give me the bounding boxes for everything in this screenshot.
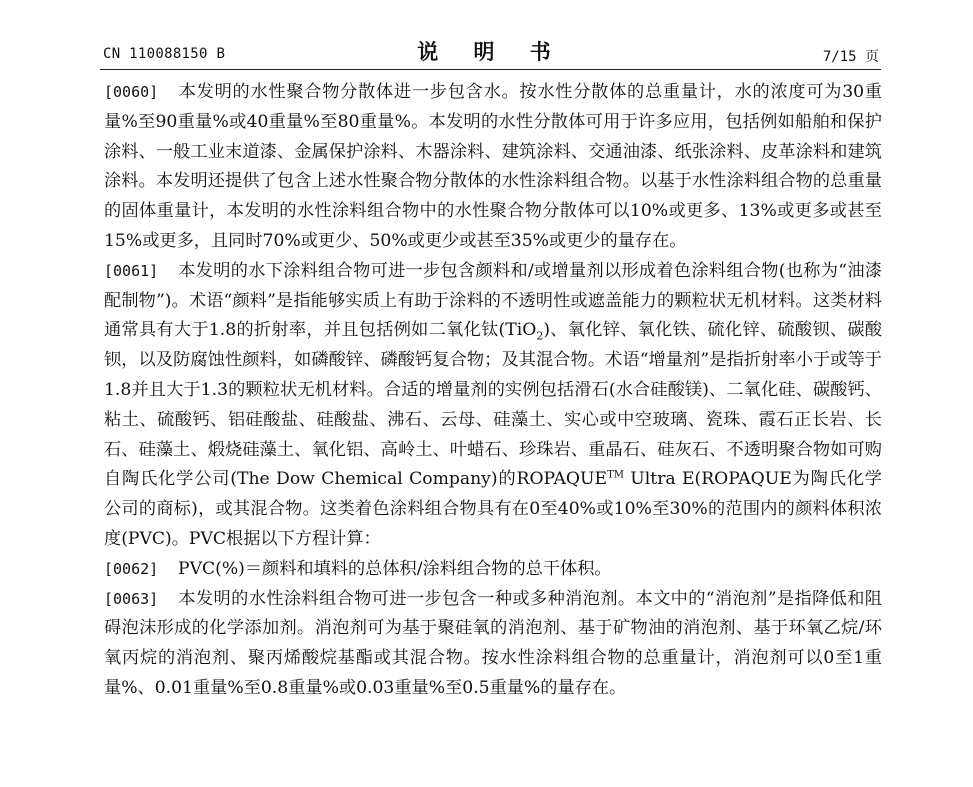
paragraph-number: [0063] — [104, 589, 159, 608]
page-header — [103, 36, 879, 68]
paragraph-0061 — [104, 257, 882, 555]
paragraph-text-end: Ultra E(ROPAQUE为陶氏化学公司的商标)，或其混合物。这类着色涂料组合物具有在0至40%或10%至30%的范围内的颜料体积浓度(PVC)。PVC根据以下方程计算： — [104, 469, 882, 549]
document-title: 说 明 书 — [417, 40, 565, 64]
paragraph-0060 — [104, 78, 882, 257]
paragraph-text: 本发明的水性聚合物分散体进一步包含水。按水性分散体的总重量计，水的浓度可为30重量%至90重量%或40重量%至80重量%。本发明的水性分散体可用于许多应用，包括例如船舶和保护涂料、一般工业末道漆、金属保护涂料、木器涂料、建筑涂料、交通油漆、纸张涂料、皮革涂料和建筑涂料。本发明还提供了包含上述水性聚合物分散体的水性涂料组合物。以基于水性涂料组合物的总重量的固体重量计，本发明的水性涂料组合物中的水性聚合物分散体可以10%或更多、13%或更多或甚至15%或更多，且同时70%或更少、50%或更少或甚至35%或更少的量存在。 — [104, 82, 882, 251]
paragraph-0062 — [104, 555, 882, 585]
header-divider — [100, 69, 881, 70]
patent-number: CN 110088150 B — [103, 46, 226, 62]
subscript: 2 — [536, 329, 544, 343]
paragraph-text: 本发明的水性涂料组合物可进一步包含一种或多种消泡剂。本文中的“消泡剂”是指降低和阻碍泡沫形成的化学添加剂。消泡剂可为基于聚硅氧的消泡剂、基于矿物油的消泡剂、基于环氧乙烷/环氧丙烷的消泡剂、聚丙烯酸烷基酯或其混合物。按水性涂料组合物的总重量计，消泡剂可以0至1重量%、0.01重量%至0.8重量%或0.03重量%至0.5重量%的量存在。 — [104, 588, 882, 698]
paragraph-0063 — [104, 585, 882, 704]
paragraph-text-continued: )、氧化锌、氧化铁、硫化锌、硫酸钡、碳酸钡，以及防腐蚀性颜料，如磷酸锌、磷酸钙复合物；及其混合物。术语“增量剂”是指折射率小于或等于1.8并且大于1.3的颗粒状无机材料。合适的增量剂的实例包括滑石(水合硅酸镁)、二氧化硅、碳酸钙、粘土、硫酸钙、铝硅酸盐、硅酸盐、沸石、云母、硅藻土、实心或中空玻璃、瓷珠、霞石正长岩、长石、硅藻土、煅烧硅藻土、氧化铝、高岭土、叶蜡石、珍珠岩、重晶石、硅灰石、不透明聚合物如可购自陶氏化学公司(The Dow Chemical Company)的ROPAQUE — [104, 320, 882, 490]
paragraph-number: [0060] — [104, 83, 159, 101]
document-body — [104, 78, 882, 704]
trademark-superscript: TM — [607, 469, 624, 481]
paragraph-number: [0062] — [104, 559, 159, 578]
paragraph-text: 本发明的水下涂料组合物可进一步包含颜料和/或增量剂以形成着色涂料组合物(也称为“油漆配制物”)。术语“颜料”是指能够实质上有助于涂料的不透明性或遮盖能力的颗粒状无机材料。这类材料通常具有大于1.8的折射率，并且包括例如二氧化钛(TiO — [104, 260, 882, 341]
paragraph-text: PVC(%)＝颜料和填料的总体积/涂料组合物的总干体积。 — [178, 558, 612, 579]
page-number: 7/15 页 — [822, 49, 879, 65]
paragraph-number: [0061] — [104, 261, 159, 280]
